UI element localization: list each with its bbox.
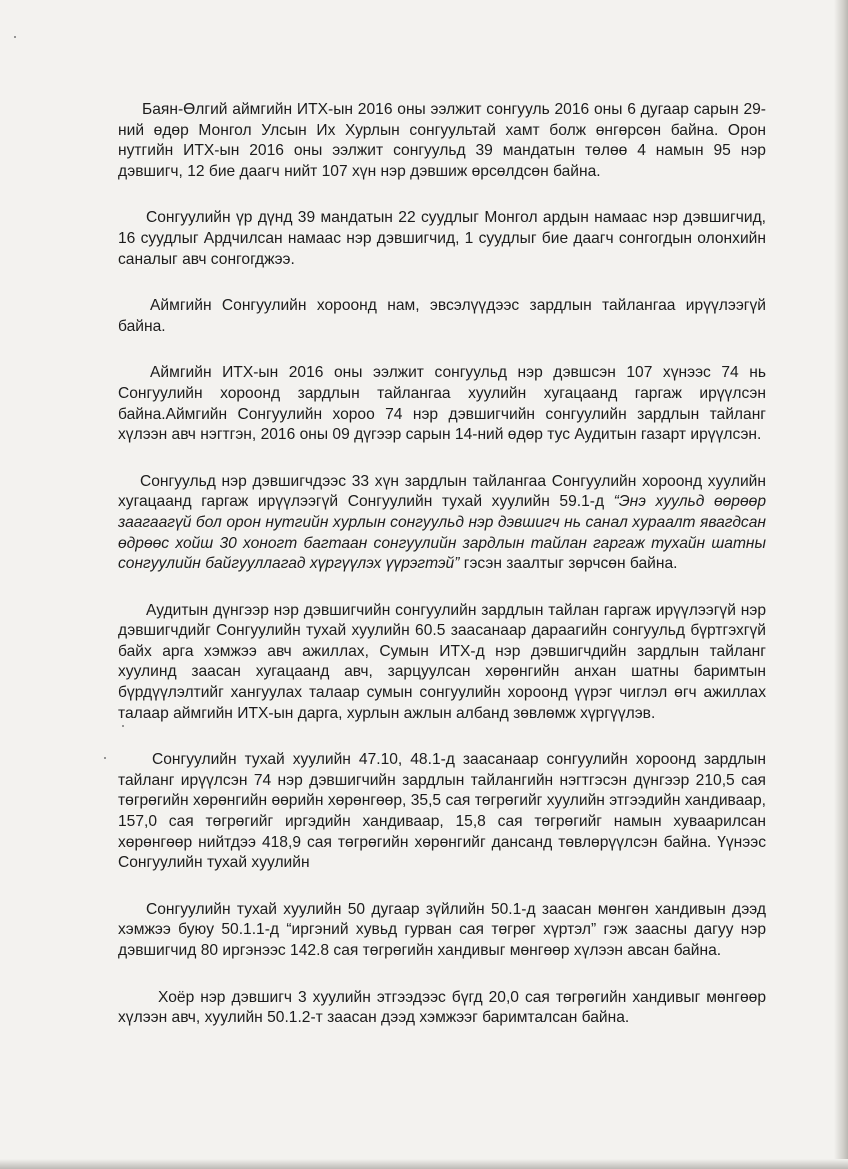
paragraph: Сонгуулийн тухай хуулийн 47.10, 48.1-д заасанаар сонгуулийн хороонд зардлын тайланг ирүүлсэн 74 нэр дэвшигчийн зардлын тайлангийн нэгтгэсэн дүнгээр 210,5 сая төгрөгийн хөрөнгийн өөрийн хөрөнгөөр, 35,5 сая төгрөгийг хуулийн этгээдийн хандиваар, 157,0 сая төгрөгийг иргэдийн хандиваар, 15,8 сая төгрөгийг намын хуваарилсан хөрөнгөөр нийтдээ 418,9 сая төгрөгийн хөрөнгийг дансанд төвлөрүүлсэн байна. Үүнээс Сонгуулийн тухай хуулийн	[118, 751, 766, 872]
paragraph: Сонгуулийн тухай хуулийн 50 дугаар зүйлийн 50.1-д заасан мөнгөн хандивын дээд хэмжээ буюу 50.1.1-д “иргэний хувьд гурван сая төгрөг хүртэл” гэж заасны дагуу нэр дэвшигчид 80 иргэнээс 142.8 сая төгрөгийн хандивыг мөнгөөр хүлээн авсан байна.	[118, 900, 766, 959]
paragraph: Баян-Өлгий аймгийн ИТХ-ын 2016 оны ээлжит сонгууль 2016 оны 6 дугаар сарын 29-ний өдөр Монгол Улсын Их Хурлын сонгуультай хамт болж өнгөрсөн байна. Орон нутгийн ИТХ-ын 2016 оны ээлжит сонгуульд 39 мандатын төлөө 4 намын 95 нэр дэвшигч, 12 бие даагч нийт 107 хүн нэр дэвшиж өрсөлдсөн байна.	[118, 101, 766, 180]
document-body	[118, 100, 766, 1055]
paragraph-text: Сонгуульд нэр дэвшигчдээс 33 хүн зардлын тайлангаа Сонгуулийн хороонд хуулийн хугацаанд гаргаж ирүүлээгүй Сонгуулийн тухай хуулийн 59.1-д	[118, 472, 766, 511]
paragraph: Аймгийн ИТХ-ын 2016 оны ээлжит сонгуульд нэр дэвшсэн 107 хүнээс 74 нь Сонгуулийн хороонд зардлын тайлангаа хуулийн хугацаанд гаргаж ирүүлсэн байна.Аймгийн Сонгуулийн хороо 74 нэр дэвшигчийн сонгуулийн зардлын тайланг хүлээн авч нэгтгэн, 2016 оны 09 дүгээр сарын 14-ний өдөр тус Аудитын газарт ирүүлсэн.	[118, 364, 766, 444]
scan-speck	[104, 757, 106, 759]
page-edge-shadow	[834, 0, 848, 1169]
paragraph: Аудитын дүнгээр нэр дэвшигчийн сонгуулийн зардлын тайлан гаргаж ирүүлээгүй нэр дэвшигчдийг Сонгуулийн тухай хуулийн 60.5 заасанаар дараагийн сонгуульд бүртгэхгүй байх арга хэмжээ авч ажиллах, Сумын ИТХ-д нэр дэвшигчдийн зардлын тайланг хуулинд заасан хугацаанд авч, зарцуулсан хөрөнгийн анхан шатны баримтын бүрдүүлэлтийг хангуулах талаар сумын сонгуулийн хороонд үүрэг чиглэл өгч ажиллах талаар аймгийн ИТХ-ын дарга, хурлын ажлын албанд зөвлөмж хүргүүлэв.	[118, 601, 766, 722]
law-quote: “Энэ хуульд өөрөөр заагаагүй бол орон нутгийн хурлын сонгуульд нэр дэвшигч нь санал хураалт явагдсан өдрөөс хойш 30 хоногт багтаан сонгуулийн зардлын тайлан гаргаж тухайн шатны сонгуулийн байгууллагад хүргүүлэх үүрэгтэй”	[118, 493, 766, 573]
paragraph: Сонгуулийн үр дүнд 39 мандатын 22 суудлыг Монгол ардын намаас нэр дэвшигчид, 16 суудлыг Ардчилсан намаас нэр дэвшигчид, 1 суудлыг бие даагч сонгогдын олонхийн саналыг авч сонгогджээ.	[118, 209, 766, 268]
scan-speck	[14, 36, 16, 38]
paragraph-with-quote	[118, 472, 766, 575]
paragraph: Аймгийн Сонгуулийн хороонд нам, эвсэлүүдээс зардлын тайлангаа ирүүлээгүй байна.	[118, 297, 766, 335]
page-edge-shadow	[0, 1159, 848, 1169]
paragraph-text: гэсэн заалтыг зөрчсөн байна.	[459, 555, 678, 573]
paragraph: Хоёр нэр дэвшигч 3 хуулийн этгээдээс бүгд 20,0 сая төгрөгийн хандивыг мөнгөөр хүлээн авч, хуулийн 50.1.2-т заасан дээд хэмжээг баримталсан байна.	[118, 988, 766, 1027]
